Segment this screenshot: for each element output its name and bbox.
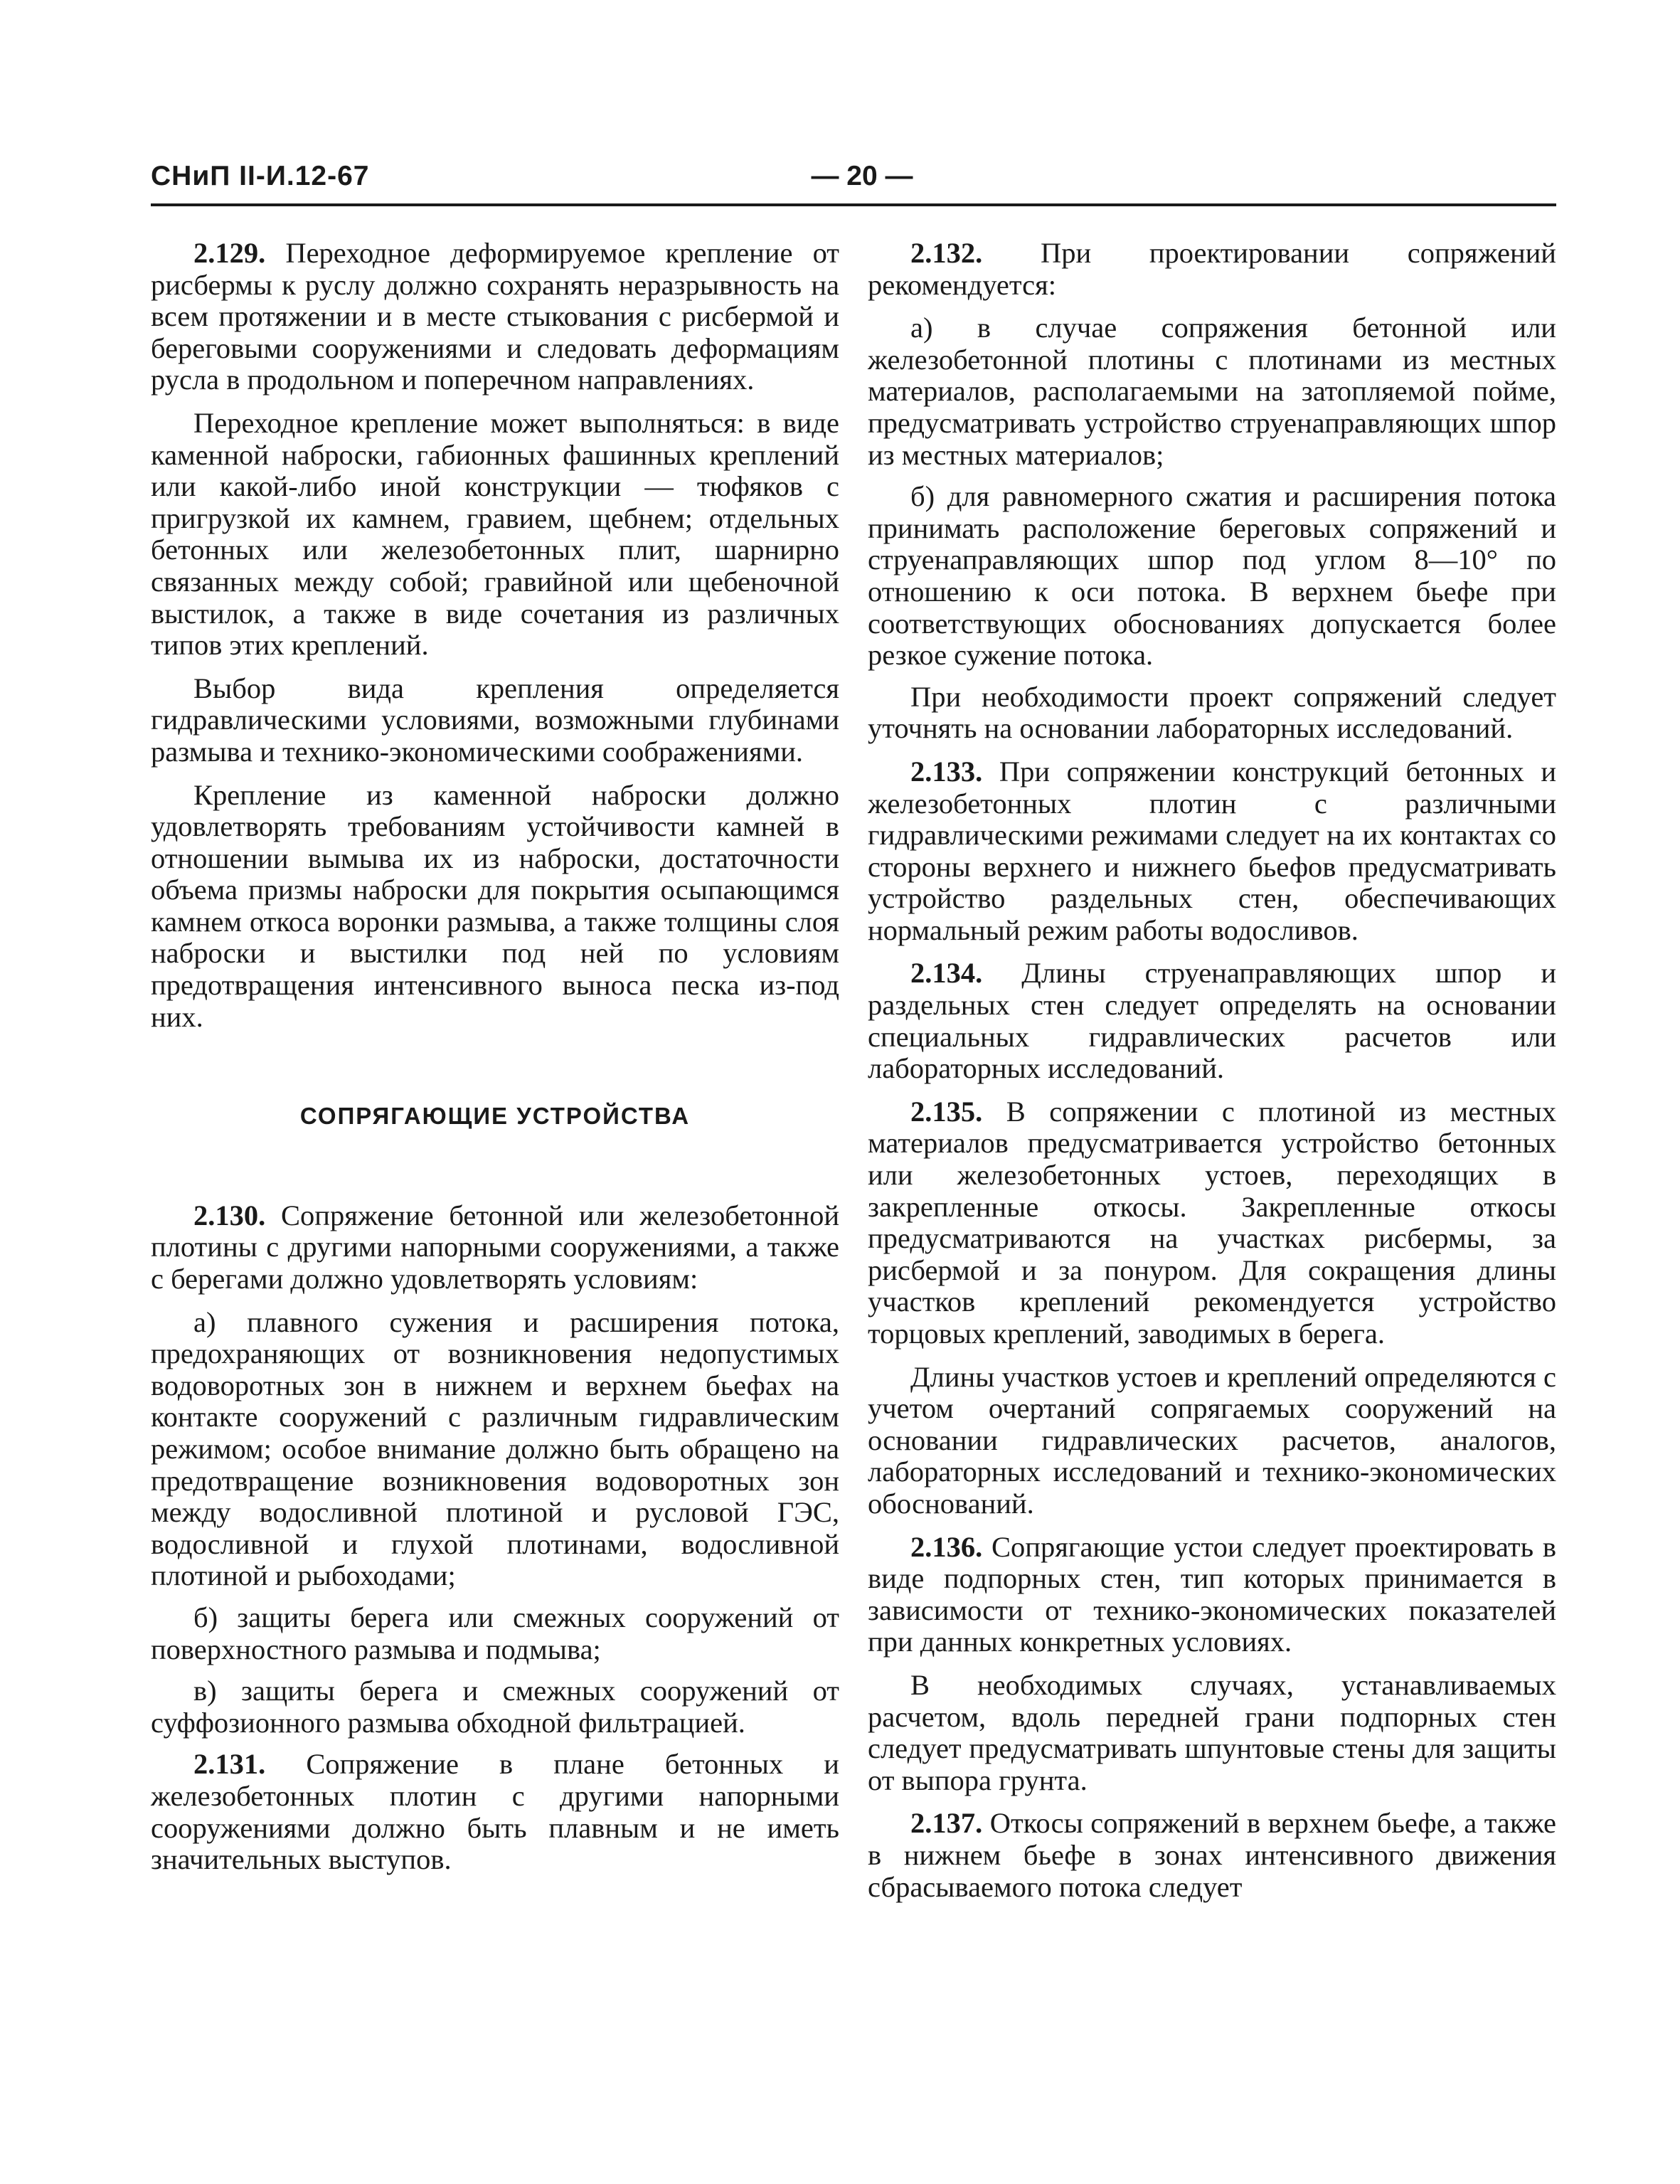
clause-number: 2.132.	[910, 237, 983, 269]
clause-number: 2.131.	[193, 1748, 266, 1781]
section-title: СОПРЯГАЮЩИЕ УСТРОЙСТВА	[299, 1103, 691, 1130]
paragraph-2-131	[151, 1749, 839, 1875]
paragraph-text: Сопряжение в плане бетонных и железобетонных плотин с другими напорными сооружениями должно быть плавным и не иметь значительных выступов.	[151, 1748, 839, 1876]
clause-number: 2.133.	[910, 755, 983, 788]
paragraph-text: Длины струенаправляющих шпор и раздельных стен следует определять на основании специальных гидравлических расчетов или лабораторных исследований.	[868, 957, 1556, 1085]
paragraph-2-132	[868, 238, 1556, 301]
header-rule	[151, 203, 1556, 206]
paragraph-text: Сопряжение бетонной или железобетонной плотины с другими напорными сооружениями, а также с берегами должно удовлетворять условиям:	[151, 1199, 839, 1295]
paragraph-text: В сопряжении с плотиной из местных материалов предусматривается устройство бетонных или железобетонных устоев, переходящих в закрепленные откосы. Закрепленные откосы предусматриваются на участках рисбермы, за рисбермой и за понуром. Для сокращения длины участков креплений рекомендуется устройство торцовых креплений, заводимых в берега.	[868, 1095, 1556, 1350]
clause-number: 2.136.	[910, 1530, 983, 1563]
list-item-b: б) защиты берега или смежных сооружений от поверхностного размыва и подмыва;	[151, 1601, 839, 1665]
clause-number: 2.130.	[193, 1199, 266, 1231]
paragraph-text: При сопряжении конструкций бетонных и железобетонных плотин с различными гидравлическими режимами следует на их контактах со стороны верхнего и нижнего бьефов предусматривать устройство раздельных стен, обеспечивающих нормальный режим работы водосливов.	[868, 755, 1556, 946]
paragraph-2-134	[868, 958, 1556, 1084]
right-column	[868, 238, 1556, 2087]
page-number: — 20 —	[811, 161, 913, 191]
document-code: СНиП II-И.12-67	[151, 161, 370, 191]
paragraph: Выбор вида крепления определяется гидравлическими условиями, возможными глубинами размыва и технико-экономическими соображениями.	[151, 672, 839, 768]
paragraph-2-129	[151, 238, 839, 396]
list-item-a: а) плавного сужения и расширения потока, предохраняющих от возникновения недопустимых водоворотных зон в нижнем и верхнем бьефах на контакте сооружений с различным гидравлическим режимом; особое внимание должно быть обращено на предотвращение возникновения водоворотных зон между водосливной плотиной и русловой ГЭС, водосливной и глухой плотинами, водосливной плотиной и рыбоходами;	[151, 1305, 839, 1592]
clause-number: 2.135.	[910, 1095, 983, 1128]
paragraph-text: Сопрягающие устои следует проектировать в виде подпорных стен, тип которых принимается в зависимости от технико-экономических показателей при данных конкретных условиях.	[868, 1530, 1556, 1658]
list-item-b: б) для равномерного сжатия и расширения потока принимать расположение береговых сопряжений и струенаправляющих шпор под углом 8—10° по отношению к оси потока. В верхнем бьефе при соответствующих обоснованиях допускается более резкое сужение потока.	[868, 480, 1556, 672]
paragraph: Переходное крепление может выполняться: в виде каменной наброски, габионных фашинных креплений или какой-либо иной конструкции — тюфяков с пригрузкой их камнем, гравием, щебнем; отдельных бетонных или железобетонных плит, шарнирно связанных между собой; гравийной или щебеночной выстилок, а также в виде сочетания из различных типов этих креплений.	[151, 406, 839, 662]
paragraph-2-137	[868, 1808, 1556, 1903]
paragraph-2-136	[868, 1532, 1556, 1658]
left-column	[151, 238, 839, 2087]
page-header	[151, 161, 1556, 203]
list-item-c: в) защиты берега и смежных сооружений от суффозионного размыва обходной фильтрацией.	[151, 1675, 839, 1739]
paragraph: При необходимости проект сопряжений следует уточнять на основании лабораторных исследований.	[868, 680, 1556, 745]
paragraph: Крепление из каменной наброски должно удовлетворять требованиям устойчивости камней в отношении вымыва их из наброски, достаточности объема призмы наброски для покрытия осыпающимся камнем откоса воронки размыва, а также толщины слоя наброски и выстилки под ней по условиям предотвращения интенсивного выноса песка из-под них.	[151, 778, 839, 1033]
paragraph-2-133	[868, 756, 1556, 947]
paragraph-2-130	[151, 1200, 839, 1295]
clause-number: 2.134.	[910, 957, 983, 990]
list-item-a: а) в случае сопряжения бетонной или железобетонной плотины с плотинами из местных материалов, располагаемыми на затопляемой пойме, предусматривать устройство струенаправляющих шпор из местных материалов;	[868, 312, 1556, 471]
paragraph-text: Откосы сопряжений в верхнем бьефе, а также в нижнем бьефе в зонах интенсивного движения сбрасываемого потока следует	[868, 1807, 1556, 1903]
paragraph: В необходимых случаях, устанавливаемых расчетом, вдоль передней грани подпорных стен следует предусматривать шпунтовые стены для защиты от выпора грунта.	[868, 1668, 1556, 1796]
clause-number: 2.137.	[910, 1807, 983, 1840]
paragraph: Длины участков устоев и креплений определяются с учетом очертаний сопрягаемых сооружений на основании гидравлических расчетов, аналогов, лабораторных исследований и технико-экономических обоснований.	[868, 1360, 1556, 1520]
paragraph-2-135	[868, 1096, 1556, 1350]
paragraph-text: Переходное деформируемое крепление от рисбермы к руслу должно сохранять неразрывность на всем протяжении и в месте стыкования с рисбермой и береговыми сооружениями и следовать деформациям русла в продольном и поперечном направлениях.	[151, 237, 839, 396]
paragraph-text: При проектировании сопряжений рекомендуется:	[868, 237, 1556, 301]
clause-number: 2.129.	[193, 237, 266, 269]
